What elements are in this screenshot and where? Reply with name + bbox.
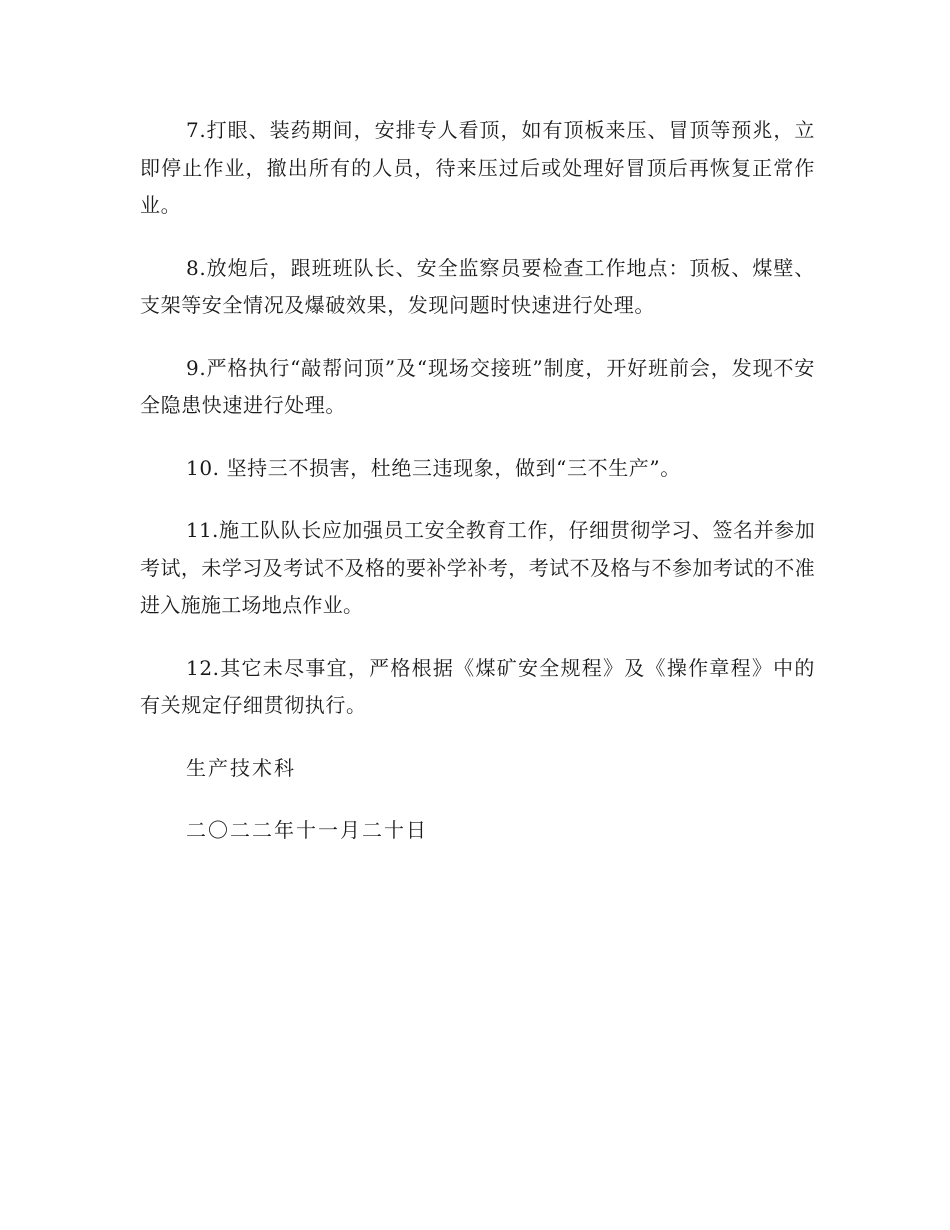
paragraph-item-8: 8.放炮后，跟班班队长、安全监察员要检查工作地点：顶板、煤壁、支架等安全情况及爆破效果，发现问题时快速进行处理。: [140, 255, 815, 317]
document-body: [140, 112, 815, 875]
paragraph-item-12: 12.其它未尽事宜，严格根据《煤矿安全规程》及《操作章程》中的有关规定仔细贯彻执行。: [140, 655, 815, 717]
paragraph-item-11: 11.施工队队长应加强员工安全教育工作，仔细贯彻学习、签名并参加考试，未学习及考试不及格的要补学补考，考试不及格与不参加考试的不准进入施施工场地点作业。: [140, 518, 815, 617]
paragraph-item-10: 10. 坚持三不损害，杜绝三违现象，做到“三不生产”。: [186, 455, 681, 480]
paragraph-item-7: 7.打眼、装药期间，安排专人看顶，如有顶板来压、冒顶等预兆，立即停止作业，撤出所有的人员，待来压过后或处理好冒顶后再恢复正常作业。: [140, 118, 815, 217]
document-date: 二〇二二年十一月二十日: [186, 818, 428, 842]
paragraph-item-9: 9.严格执行“敲帮问顶”及“现场交接班”制度，开好班前会，发现不安全隐患快速进行处理。: [140, 355, 815, 417]
department-signature: 生产技术科: [186, 755, 296, 780]
